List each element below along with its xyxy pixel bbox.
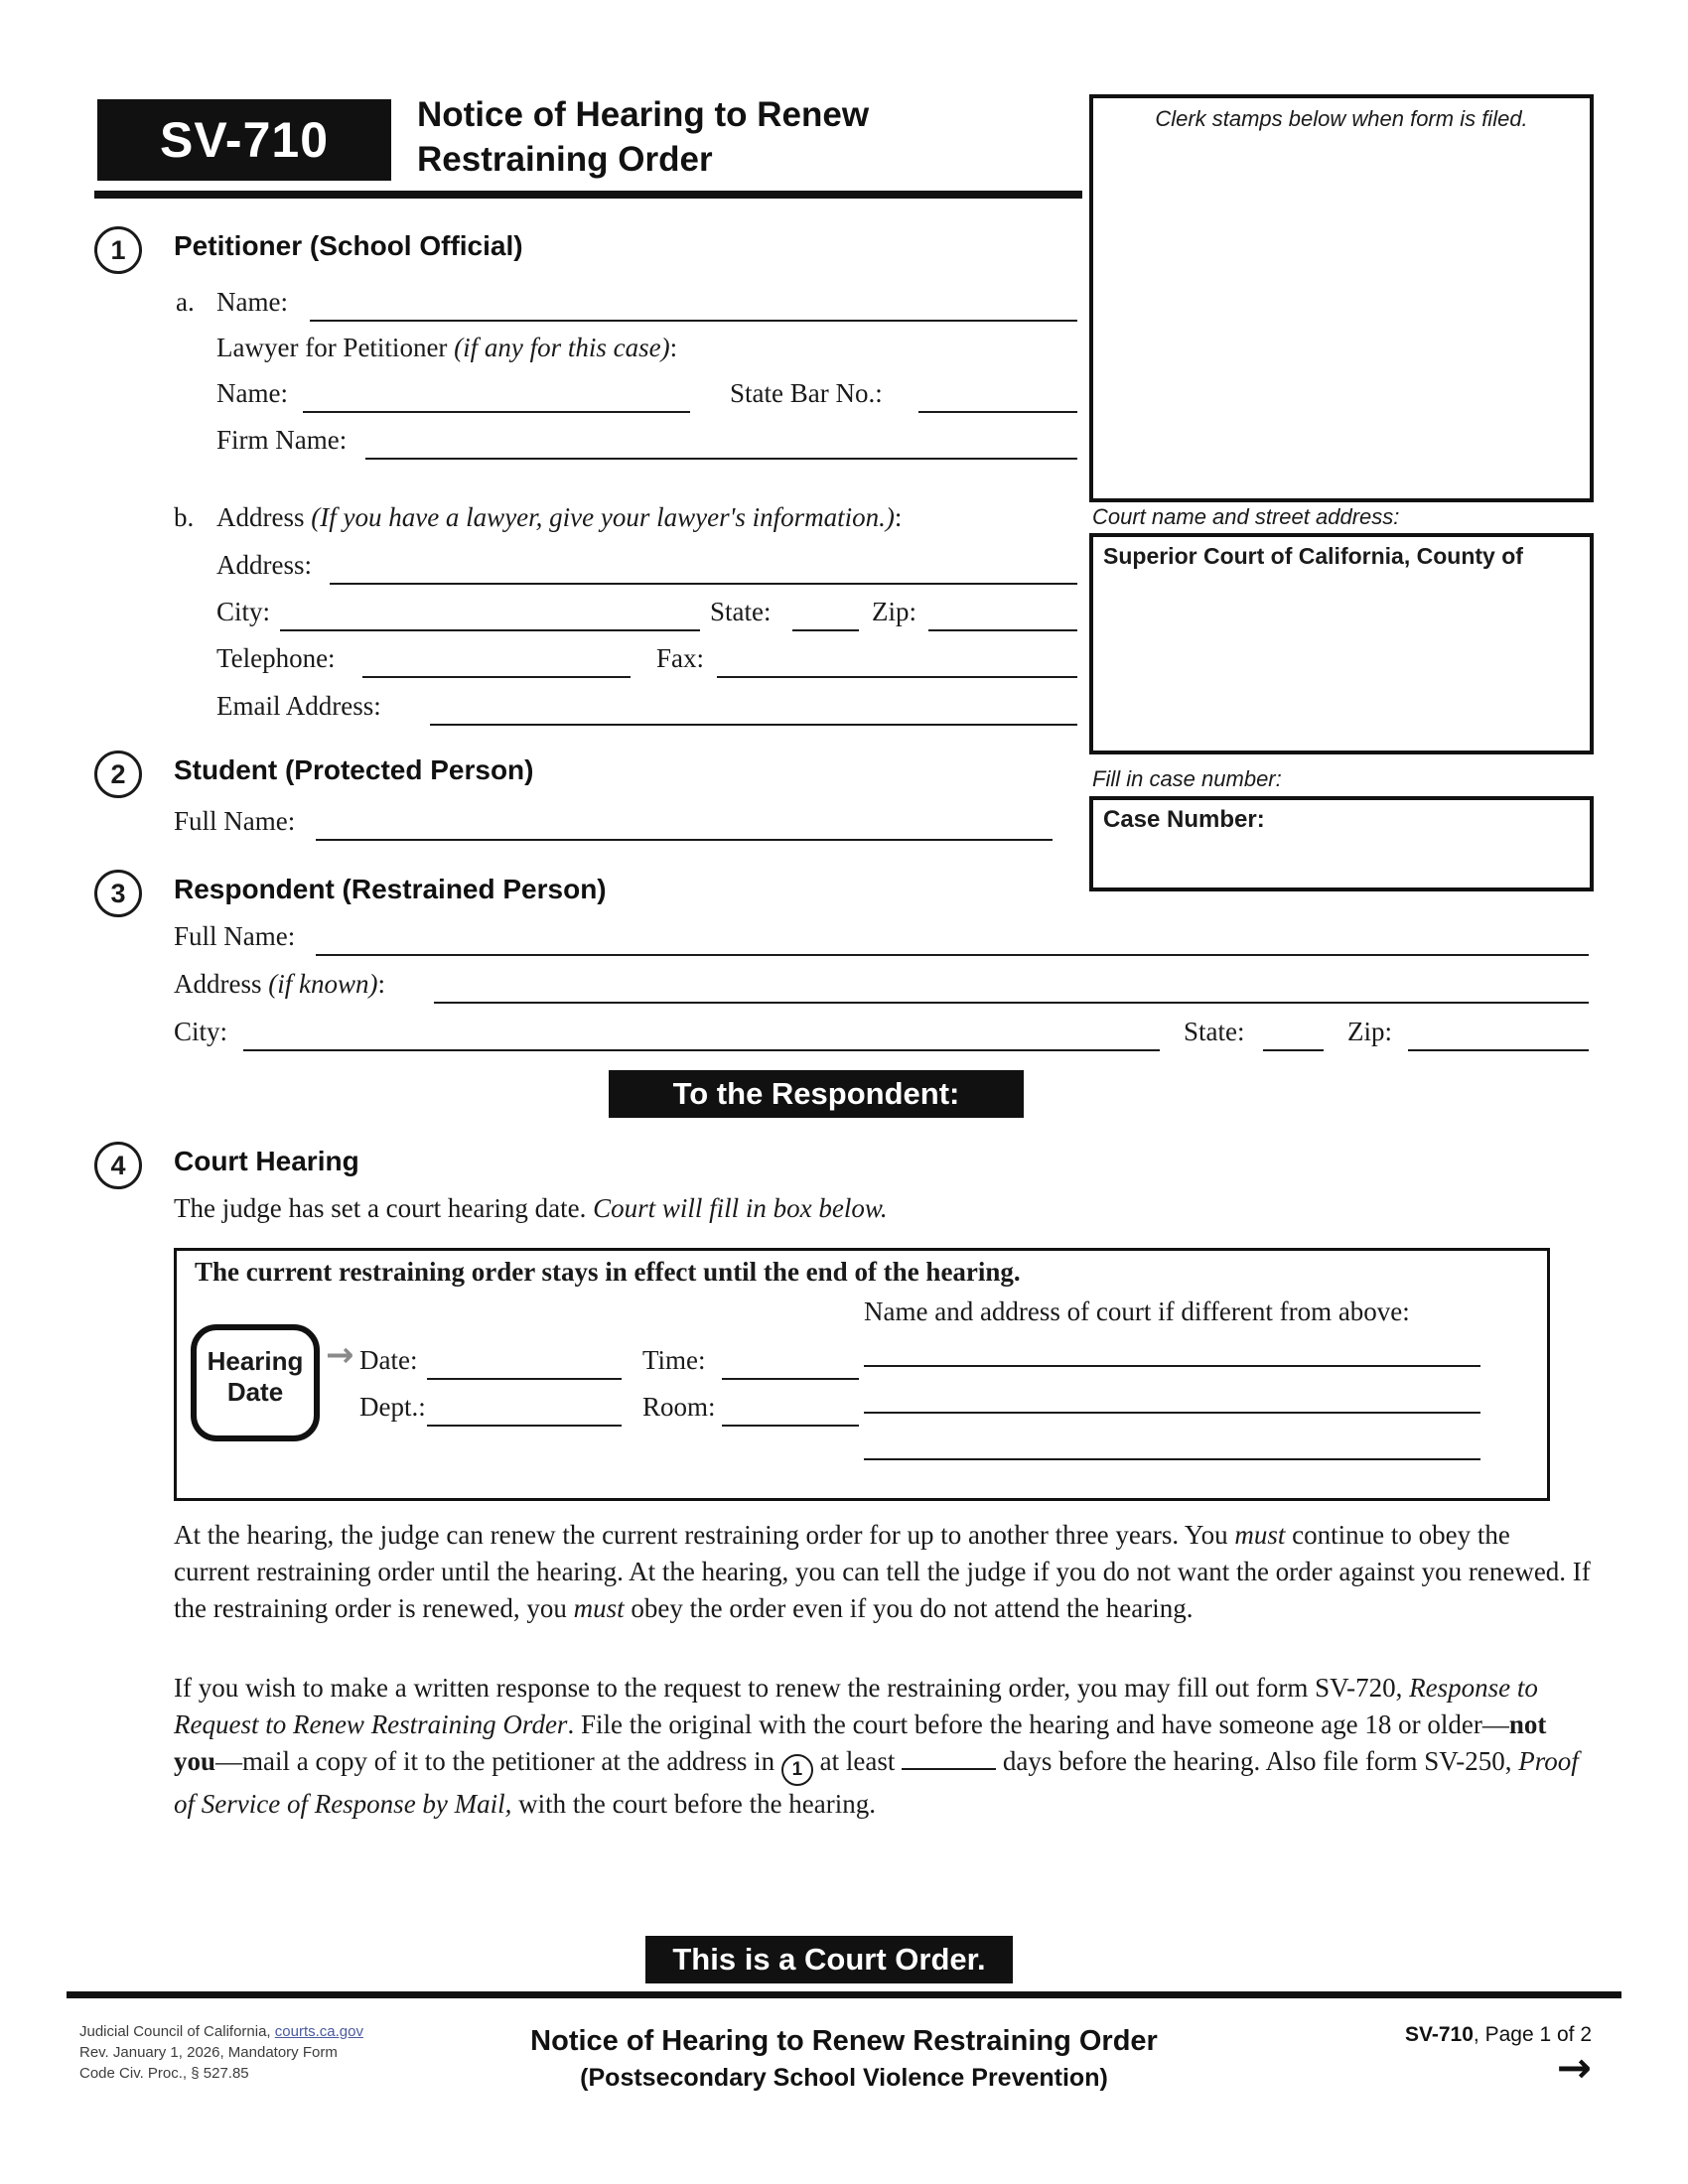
text-run: . File the original with the court before the hearing and have someone age 18 or older— bbox=[567, 1709, 1509, 1739]
court-address-label: Court name and street address: bbox=[1092, 504, 1400, 529]
section-1-number-badge bbox=[94, 226, 142, 274]
respondent-zip-label: Zip: bbox=[1347, 1017, 1392, 1046]
item-b-label: b. bbox=[174, 502, 195, 532]
court-hearing-box bbox=[174, 1248, 1550, 1501]
lawyer-label-text: Lawyer for Petitioner bbox=[216, 333, 455, 362]
form-title-line1: Notice of Hearing to Renew bbox=[417, 95, 870, 134]
firm-name-line[interactable] bbox=[365, 458, 1077, 460]
respondent-address-label bbox=[174, 969, 385, 1000]
hearing-time-line[interactable] bbox=[722, 1378, 859, 1380]
footer-code-line: Code Civ. Proc., § 527.85 bbox=[79, 2065, 249, 2082]
text-run-italic: must bbox=[573, 1593, 625, 1623]
respondent-name-line[interactable] bbox=[316, 954, 1589, 956]
section-3-number: 3 bbox=[110, 879, 126, 908]
footer-form-subtitle: (Postsecondary School Violence Prevention) bbox=[580, 2064, 1108, 2092]
text-run: obey the order even if you do not attend the hearing. bbox=[624, 1593, 1194, 1623]
badge-arrow-icon: → bbox=[326, 1335, 354, 1375]
hearing-time-label: Time: bbox=[642, 1345, 706, 1375]
hearing-date-line[interactable] bbox=[427, 1378, 622, 1380]
respondent-city-label: City: bbox=[174, 1017, 228, 1046]
form-code-badge bbox=[97, 99, 391, 181]
respondent-address-line[interactable] bbox=[434, 1002, 1589, 1004]
text-run: —mail a copy of it to the petitioner at the address in bbox=[215, 1746, 781, 1776]
section-1-title: Petitioner (School Official) bbox=[174, 230, 523, 261]
text-run: If you wish to make a written response to the request to renew the restraining order, you may fill out form SV-720, bbox=[174, 1673, 1410, 1703]
respondent-name-label: Full Name: bbox=[174, 921, 296, 951]
petitioner-city-label: City: bbox=[216, 597, 271, 626]
firm-name-label: Firm Name: bbox=[216, 425, 348, 455]
lawyer-name-label: Name: bbox=[216, 378, 288, 408]
petitioner-address-label: Address: bbox=[216, 550, 312, 580]
petitioner-zip-label: Zip: bbox=[872, 597, 916, 626]
text-run-italic: Proof of Service of Response by Mail, bbox=[174, 1746, 1579, 1819]
header-rule bbox=[94, 191, 1082, 199]
address-section-label bbox=[216, 502, 902, 533]
hearing-box-headline: The current restraining order stays in effect until the end of the hearing. bbox=[195, 1257, 1021, 1287]
section-1-number: 1 bbox=[110, 235, 126, 265]
footer-judicial-council-line bbox=[79, 2021, 363, 2042]
petitioner-state-label: State: bbox=[710, 597, 772, 626]
hearing-date-badge-line1: Hearing bbox=[207, 1346, 304, 1376]
alt-court-line-2[interactable] bbox=[864, 1412, 1480, 1414]
respondent-address-italic: (if known) bbox=[268, 969, 378, 999]
text-run: at least bbox=[812, 1746, 903, 1776]
to-the-respondent-banner: To the Respondent: bbox=[609, 1070, 1024, 1118]
form-code: SV-710 bbox=[159, 112, 329, 168]
hearing-intro-text: The judge has set a court hearing date. bbox=[174, 1193, 594, 1223]
next-page-arrow-icon: → bbox=[1556, 2043, 1592, 2092]
petitioner-address-line[interactable] bbox=[330, 583, 1077, 585]
written-response-paragraph bbox=[174, 1670, 1592, 1823]
petitioner-city-line[interactable] bbox=[280, 629, 700, 631]
court-order-banner: This is a Court Order. bbox=[645, 1936, 1013, 1983]
item-a-label: a. bbox=[176, 287, 195, 317]
section-3-title: Respondent (Restrained Person) bbox=[174, 874, 607, 904]
fax-line[interactable] bbox=[717, 676, 1077, 678]
respondent-address-text: Address bbox=[174, 969, 269, 999]
hearing-renewal-paragraph bbox=[174, 1517, 1592, 1627]
text-run-italic: Response to Request to Renew Restraining Order bbox=[174, 1673, 1538, 1739]
student-name-label: Full Name: bbox=[174, 806, 296, 836]
respondent-state-label: State: bbox=[1184, 1017, 1245, 1046]
respondent-state-line[interactable] bbox=[1263, 1049, 1324, 1051]
hearing-dept-line[interactable] bbox=[427, 1425, 622, 1427]
petitioner-state-line[interactable] bbox=[792, 629, 859, 631]
respondent-zip-line[interactable] bbox=[1408, 1049, 1589, 1051]
fax-label: Fax: bbox=[656, 643, 705, 673]
section-2-number-badge bbox=[94, 751, 142, 798]
text-run-bold: not you bbox=[174, 1709, 1547, 1776]
court-name-text: Superior Court of California, County of bbox=[1103, 543, 1523, 569]
text-run-italic: must bbox=[1234, 1520, 1286, 1550]
hearing-date-badge-line2: Date bbox=[226, 1377, 284, 1407]
case-number-label: Case Number: bbox=[1103, 806, 1265, 833]
hearing-date-label: Date: bbox=[359, 1345, 418, 1375]
text-run: days before the hearing. Also file form SV-250, bbox=[996, 1746, 1519, 1776]
address-label-colon: : bbox=[894, 502, 903, 532]
section-4-title: Court Hearing bbox=[174, 1146, 359, 1176]
email-line[interactable] bbox=[430, 724, 1077, 726]
footer-form-code: SV-710 bbox=[1405, 2023, 1474, 2046]
hearing-room-line[interactable] bbox=[722, 1425, 859, 1427]
footer-page-number: , Page 1 of 2 bbox=[1473, 2023, 1592, 2046]
petitioner-zip-line[interactable] bbox=[928, 629, 1077, 631]
clerk-stamp-note: Clerk stamps below when form is filed. bbox=[1155, 106, 1528, 131]
text-run: continue to obey the current restraining order until the hearing. At the hearing, you can tell the judge if you do not want the order against you renewed. If the restraining order is renewed, you bbox=[174, 1520, 1591, 1623]
lawyer-for-petitioner-label bbox=[216, 333, 677, 363]
case-number-note: Fill in case number: bbox=[1092, 766, 1282, 791]
petitioner-name-label: Name: bbox=[216, 287, 288, 317]
footer-form-title: Notice of Hearing to Renew Restraining Order bbox=[530, 2025, 1158, 2057]
lawyer-name-line[interactable] bbox=[303, 411, 690, 413]
lawyer-label-colon: : bbox=[669, 333, 678, 362]
petitioner-name-line[interactable] bbox=[310, 320, 1077, 322]
footer-rule bbox=[67, 1991, 1621, 1998]
courts-ca-gov-link[interactable]: courts.ca.gov bbox=[274, 2023, 363, 2040]
footer-judicial-council-text: Judicial Council of California, bbox=[79, 2023, 275, 2040]
lawyer-label-italic: (if any for this case) bbox=[454, 333, 670, 362]
alt-court-line-1[interactable] bbox=[864, 1365, 1480, 1367]
section-3-number-badge bbox=[94, 870, 142, 917]
section-2-number: 2 bbox=[110, 759, 126, 789]
court-name-box[interactable] bbox=[1089, 533, 1594, 754]
respondent-address-colon: : bbox=[377, 969, 385, 999]
hearing-date-badge bbox=[191, 1324, 320, 1441]
footer-revision-line: Rev. January 1, 2026, Mandatory Form bbox=[79, 2044, 338, 2061]
state-bar-line[interactable] bbox=[918, 411, 1077, 413]
respondent-city-line[interactable] bbox=[243, 1049, 1160, 1051]
days-blank[interactable] bbox=[902, 1764, 996, 1770]
telephone-line[interactable] bbox=[362, 676, 631, 678]
hearing-intro bbox=[174, 1193, 888, 1224]
clerk-stamp-box bbox=[1089, 94, 1594, 502]
email-label: Email Address: bbox=[216, 691, 381, 721]
alt-court-line-3[interactable] bbox=[864, 1458, 1480, 1460]
hearing-intro-italic: Court will fill in box below. bbox=[593, 1193, 888, 1223]
hearing-room-label: Room: bbox=[642, 1392, 716, 1422]
alt-court-note: Name and address of court if different from above: bbox=[864, 1297, 1410, 1326]
footer-center-block bbox=[417, 2025, 1271, 2093]
case-number-box[interactable] bbox=[1089, 796, 1594, 891]
footer-left-block bbox=[79, 2021, 363, 2084]
state-bar-label: State Bar No.: bbox=[730, 378, 883, 408]
inline-section-1-ref-icon: 1 bbox=[781, 1754, 813, 1786]
text-run: with the court before the hearing. bbox=[511, 1789, 877, 1819]
address-label-text: Address bbox=[216, 502, 312, 532]
section-4-number: 4 bbox=[110, 1151, 126, 1180]
text-run: At the hearing, the judge can renew the current restraining order for up to another three years. You bbox=[174, 1520, 1235, 1550]
form-title-line2: Restraining Order bbox=[417, 140, 713, 179]
telephone-label: Telephone: bbox=[216, 643, 336, 673]
hearing-dept-label: Dept.: bbox=[359, 1392, 426, 1422]
student-name-line[interactable] bbox=[316, 839, 1053, 841]
section-4-number-badge bbox=[94, 1142, 142, 1189]
address-label-italic: (If you have a lawyer, give your lawyer's information.) bbox=[311, 502, 895, 532]
section-2-title: Student (Protected Person) bbox=[174, 754, 534, 785]
